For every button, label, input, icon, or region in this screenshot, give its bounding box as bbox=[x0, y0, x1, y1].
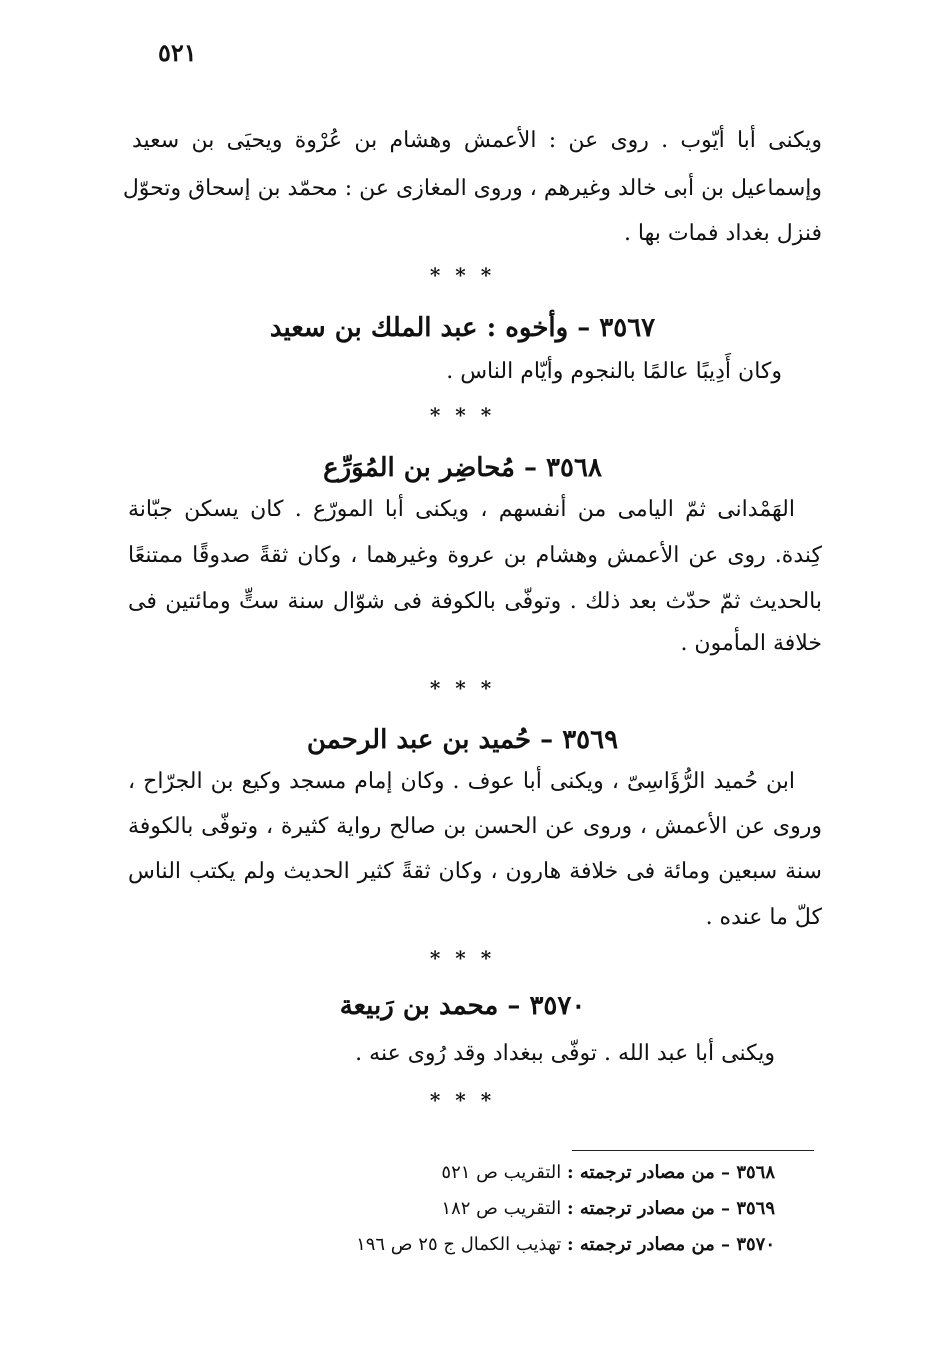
entry-heading-3569: ٣٥٦٩ – حُميد بن عبد الرحمن bbox=[306, 725, 619, 755]
entry-heading-3570: ٣٥٧٠ – محمد بن رَبيعة bbox=[339, 991, 586, 1021]
footnote-label: ٣٥٦٨ – من مصادر ترجمته : bbox=[567, 1162, 775, 1183]
footnote-source: التقريب ص ٥٢١ bbox=[441, 1162, 562, 1183]
section-separator: * * * bbox=[429, 403, 496, 427]
intro-line: فنزل بغداد فمات بها . bbox=[623, 221, 822, 246]
footnote-source: التقريب ص ١٨٢ bbox=[441, 1198, 562, 1219]
entry-text-line: خلافة المأمون . bbox=[680, 631, 822, 656]
entry-text-line: كلّ ما عنده . bbox=[705, 905, 822, 930]
footnote-3570 bbox=[356, 1232, 775, 1258]
entry-text-line: كِندة. روى عن الأعمش وهشام بن عروة وغيرهما ، وكان ثقةً صدوقًا ممتنعًا bbox=[128, 543, 822, 568]
entry-text-line: ويكنى أبا عبد الله . توفّى ببغداد وقد رُوى عنه . bbox=[355, 1041, 775, 1066]
intro-line: وإسماعيل بن أبى خالد وغيرهم ، وروى المغازى عن : محمّد بن إسحاق وتحوّل bbox=[122, 176, 822, 201]
footnote-rule bbox=[572, 1150, 814, 1151]
entry-text-line: سنة سبعين ومائة فى خلافة هارون ، وكان ثقةً كثير الحديث ولم يكتب الناس bbox=[128, 859, 822, 884]
entry-text-line: الهَمْدانى ثمّ اليامى من أنفسهم ، ويكنى أبا المورّع . كان يسكن جبّانة bbox=[128, 497, 795, 522]
entry-heading-3567: ٣٥٦٧ – وأخوه : عبد الملك بن سعيد bbox=[269, 313, 656, 343]
footnote-label: ٣٥٧٠ – من مصادر ترجمته : bbox=[567, 1234, 775, 1255]
footnote-3569 bbox=[441, 1196, 775, 1222]
section-separator: * * * bbox=[429, 1088, 496, 1112]
section-separator: * * * bbox=[429, 946, 496, 970]
entry-text-line: ابن حُميد الرُّؤَاسِىّ ، ويكنى أبا عوف . وكان إمام مسجد وكيع بن الجرّاح ، bbox=[128, 769, 795, 794]
section-separator: * * * bbox=[429, 263, 496, 287]
section-separator: * * * bbox=[429, 676, 496, 700]
footnote-source: تهذيب الكمال ج ٢٥ ص ١٩٦ bbox=[356, 1234, 562, 1255]
intro-line: ويكنى أبا أيّوب . روى عن : الأعمش وهشام بن عُرْوة ويحيَى بن سعيد bbox=[132, 128, 822, 153]
footnote-3568 bbox=[441, 1160, 775, 1186]
entry-text-line: وكان أَدِيبًا عالمًا بالنجوم وأيّام الناس . bbox=[446, 359, 782, 384]
footnote-label: ٣٥٦٩ – من مصادر ترجمته : bbox=[567, 1198, 775, 1219]
entry-text-line: بالحديث ثمّ حدّث بعد ذلك . وتوفّى بالكوفة فى شوّال سنة ستٍّ ومائتين فى bbox=[128, 589, 822, 614]
entry-text-line: وروى عن الأعمش ، وروى عن الحسن بن صالح رواية كثيرة ، وتوفّى بالكوفة bbox=[128, 814, 822, 839]
entry-heading-3568: ٣٥٦٨ – مُحاضِر بن المُوَرِّع bbox=[323, 453, 602, 483]
page-number: ٥٢١ bbox=[158, 38, 197, 67]
